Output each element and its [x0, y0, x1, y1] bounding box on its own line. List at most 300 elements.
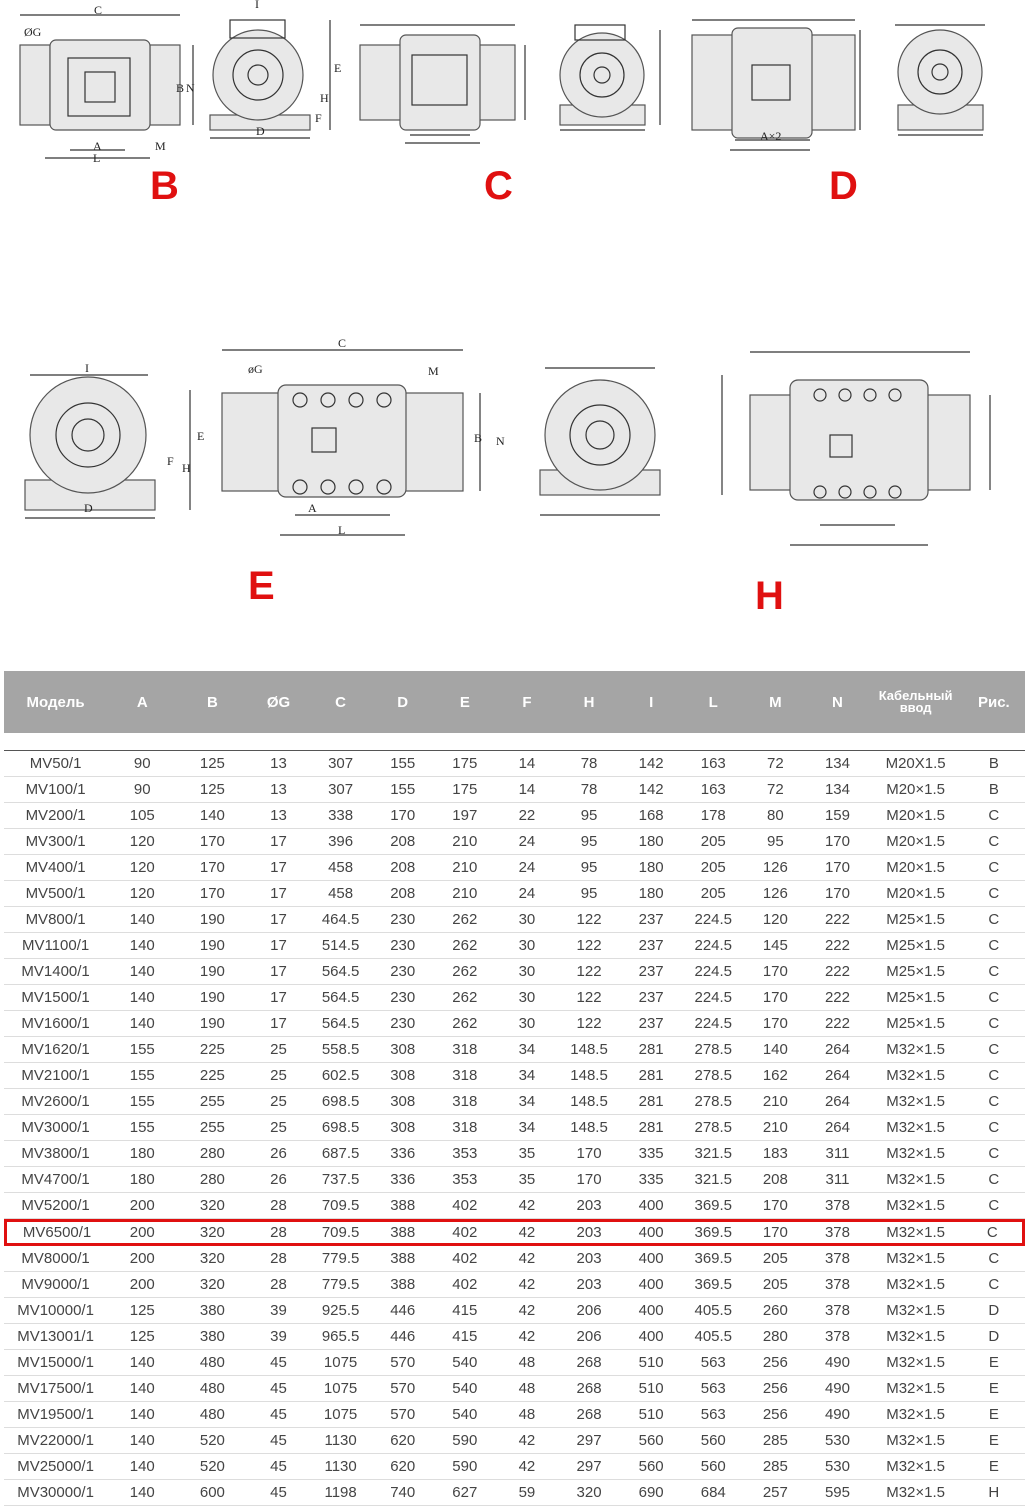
table-cell: 180 [620, 881, 682, 907]
table-row [4, 1037, 1025, 1063]
table-cell: 262 [434, 907, 496, 933]
table-cell: M25×1.5 [869, 985, 963, 1011]
table-cell: 237 [620, 959, 682, 985]
table-cell: 203 [558, 1272, 620, 1298]
table-cell: 42 [496, 1324, 558, 1350]
table-cell: 122 [558, 985, 620, 1011]
table-cell: 230 [372, 959, 434, 985]
table-cell: C [963, 1063, 1025, 1089]
table-cell: MV50/1 [4, 751, 107, 777]
table-cell: 13 [247, 751, 309, 777]
dim-n-e: N [496, 434, 505, 448]
table-cell: MV200/1 [4, 803, 107, 829]
table-cell: 90 [107, 751, 177, 777]
table-cell: C [963, 1167, 1025, 1193]
table-cell: 148.5 [558, 1063, 620, 1089]
table-row [4, 1089, 1025, 1115]
table-cell: 520 [177, 1454, 247, 1480]
table-cell: 25 [247, 1037, 309, 1063]
table-cell: 570 [372, 1376, 434, 1402]
table-cell: 140 [107, 907, 177, 933]
table-cell: 140 [177, 803, 247, 829]
table-cell: 183 [744, 1141, 806, 1167]
table-cell: 208 [372, 855, 434, 881]
table-cell: 45 [247, 1350, 309, 1376]
table-cell: M32×1.5 [869, 1063, 963, 1089]
table-cell: M32×1.5 [869, 1115, 963, 1141]
table-cell: 120 [107, 881, 177, 907]
table-cell: 203 [558, 1193, 620, 1219]
table-cell: 369.5 [682, 1193, 744, 1219]
table-cell: 210 [434, 829, 496, 855]
table-cell: MV2600/1 [4, 1089, 107, 1115]
table-cell: 280 [177, 1141, 247, 1167]
table-cell: 446 [372, 1324, 434, 1350]
table-cell: 320 [177, 1246, 247, 1272]
table-cell: 17 [247, 855, 309, 881]
table-row [4, 907, 1025, 933]
column-header: N [806, 671, 868, 733]
table-cell: 237 [620, 907, 682, 933]
table-cell: MV17500/1 [4, 1376, 107, 1402]
table-cell: 95 [558, 803, 620, 829]
table-cell: 170 [806, 855, 868, 881]
table-cell: M32×1.5 [869, 1193, 963, 1219]
table-cell: C [963, 1115, 1025, 1141]
table-cell: 210 [434, 881, 496, 907]
table-cell: M20×1.5 [869, 829, 963, 855]
table-spacer [4, 733, 1025, 751]
table-cell: 965.5 [310, 1324, 372, 1350]
table-cell: 321.5 [682, 1167, 744, 1193]
table-row [4, 1376, 1025, 1402]
table-cell: 230 [372, 1011, 434, 1037]
table-cell: 590 [434, 1428, 496, 1454]
table-cell: 72 [744, 751, 806, 777]
table-cell: 200 [107, 1193, 177, 1219]
column-header: C [310, 671, 372, 733]
table-cell: 257 [744, 1480, 806, 1506]
table-row [4, 1428, 1025, 1454]
table-cell: 698.5 [310, 1089, 372, 1115]
table-row [4, 777, 1025, 803]
dim-ax2: A×2 [760, 129, 782, 143]
table-cell: 402 [434, 1272, 496, 1298]
table-cell: 400 [620, 1324, 682, 1350]
table-cell: 122 [558, 1011, 620, 1037]
figure-c-side-view [560, 25, 660, 130]
table-cell: 120 [107, 829, 177, 855]
table-cell: 684 [682, 1480, 744, 1506]
table-cell: 321.5 [682, 1141, 744, 1167]
table-cell: MV2100/1 [4, 1063, 107, 1089]
table-cell: 237 [620, 933, 682, 959]
table-cell: 222 [806, 959, 868, 985]
table-cell: M32×1.5 [869, 1272, 963, 1298]
table-cell: 148.5 [558, 1115, 620, 1141]
table-cell: 336 [372, 1141, 434, 1167]
table-cell: 222 [806, 933, 868, 959]
table-cell: 338 [310, 803, 372, 829]
table-cell: E [963, 1428, 1025, 1454]
table-cell: 24 [496, 881, 558, 907]
table-cell: 281 [620, 1063, 682, 1089]
table-cell: 210 [744, 1089, 806, 1115]
table-cell: 45 [247, 1402, 309, 1428]
table-cell: M32×1.5 [869, 1089, 963, 1115]
dim-m: M [155, 139, 166, 153]
table-cell: 285 [744, 1428, 806, 1454]
table-cell: 563 [682, 1350, 744, 1376]
table-cell: 602.5 [310, 1063, 372, 1089]
table-cell: M25×1.5 [869, 907, 963, 933]
table-cell: 297 [558, 1428, 620, 1454]
column-header: B [177, 671, 247, 733]
table-cell: 709.5 [310, 1219, 372, 1246]
table-cell: M32×1.5 [869, 1219, 963, 1246]
table-cell: 564.5 [310, 985, 372, 1011]
table-cell: 740 [372, 1480, 434, 1506]
table-cell: MV1620/1 [4, 1037, 107, 1063]
table-cell: 378 [806, 1298, 868, 1324]
table-cell: 190 [177, 933, 247, 959]
table-cell: 415 [434, 1298, 496, 1324]
table-cell: MV400/1 [4, 855, 107, 881]
table-cell: 205 [682, 829, 744, 855]
table-cell: 140 [107, 1480, 177, 1506]
table-cell: 142 [620, 777, 682, 803]
table-row [4, 751, 1025, 777]
table-cell: 336 [372, 1167, 434, 1193]
table-cell: 17 [247, 1011, 309, 1037]
table-cell: 13 [247, 777, 309, 803]
table-cell: 320 [558, 1480, 620, 1506]
table-cell: 278.5 [682, 1063, 744, 1089]
dim-f: F [315, 111, 322, 125]
dim-n: N [186, 81, 195, 95]
table-cell: 262 [434, 985, 496, 1011]
figure-label-e: E [248, 564, 275, 608]
table-cell: 256 [744, 1350, 806, 1376]
table-cell: 378 [806, 1219, 868, 1246]
table-cell: MV1100/1 [4, 933, 107, 959]
column-header: ØG [247, 671, 309, 733]
table-cell: 13 [247, 803, 309, 829]
table-cell: 155 [372, 751, 434, 777]
table-cell: 208 [372, 881, 434, 907]
table-cell: 190 [177, 1011, 247, 1037]
table-cell: 402 [434, 1219, 496, 1246]
table-row [4, 881, 1025, 907]
table-cell: 155 [107, 1037, 177, 1063]
table-cell: 148.5 [558, 1037, 620, 1063]
table-cell: 388 [372, 1272, 434, 1298]
table-cell: 230 [372, 933, 434, 959]
table-cell: MV8000/1 [4, 1246, 107, 1272]
table-cell: 510 [620, 1350, 682, 1376]
table-cell: M32×1.5 [869, 1454, 963, 1480]
table-cell: E [963, 1454, 1025, 1480]
table-row [4, 803, 1025, 829]
table-cell: 140 [107, 1376, 177, 1402]
table-cell: 170 [177, 881, 247, 907]
table-cell: 698.5 [310, 1115, 372, 1141]
table-cell: E [963, 1376, 1025, 1402]
table-cell: 388 [372, 1193, 434, 1219]
dim-a: A [93, 139, 102, 153]
table-cell: 145 [744, 933, 806, 959]
table-cell: 262 [434, 1011, 496, 1037]
table-cell: MV30000/1 [4, 1480, 107, 1506]
table-cell: 125 [177, 777, 247, 803]
table-cell: 200 [107, 1246, 177, 1272]
table-cell: 520 [177, 1428, 247, 1454]
table-cell: 320 [177, 1272, 247, 1298]
table-cell: MV1400/1 [4, 959, 107, 985]
table-cell: 230 [372, 985, 434, 1011]
table-cell: 570 [372, 1402, 434, 1428]
table-cell: MV25000/1 [4, 1454, 107, 1480]
table-cell: 205 [744, 1272, 806, 1298]
table-cell: 95 [558, 881, 620, 907]
table-row [4, 1011, 1025, 1037]
table-cell: 627 [434, 1480, 496, 1506]
table-cell: 530 [806, 1454, 868, 1480]
table-cell: 779.5 [310, 1272, 372, 1298]
table-cell: M32×1.5 [869, 1376, 963, 1402]
table-cell: 255 [177, 1115, 247, 1141]
table-cell: 122 [558, 933, 620, 959]
table-cell: 620 [372, 1428, 434, 1454]
table-cell: 1130 [310, 1454, 372, 1480]
table-cell: 170 [744, 1193, 806, 1219]
table-cell: 180 [620, 855, 682, 881]
table-row [4, 1246, 1025, 1272]
table-cell: MV6500/1 [4, 1219, 107, 1246]
table-cell: 170 [372, 803, 434, 829]
table-cell: 388 [372, 1246, 434, 1272]
table-cell: 280 [177, 1167, 247, 1193]
table-cell: 197 [434, 803, 496, 829]
table-cell: 268 [558, 1350, 620, 1376]
table-cell: 17 [247, 933, 309, 959]
dim-i: I [255, 0, 259, 11]
table-cell: 480 [177, 1350, 247, 1376]
table-cell: 170 [806, 829, 868, 855]
table-cell: 308 [372, 1037, 434, 1063]
table-cell: 237 [620, 985, 682, 1011]
table-cell: 378 [806, 1193, 868, 1219]
dim-d-e: D [84, 501, 93, 515]
table-cell: 80 [744, 803, 806, 829]
table-cell: 48 [496, 1376, 558, 1402]
table-cell: C [963, 1037, 1025, 1063]
table-cell: 510 [620, 1402, 682, 1428]
table-cell: 170 [744, 1011, 806, 1037]
table-cell: 490 [806, 1402, 868, 1428]
table-row [4, 1115, 1025, 1141]
table-cell: C [963, 1193, 1025, 1219]
table-cell: 72 [744, 777, 806, 803]
table-cell: 170 [806, 881, 868, 907]
column-header: Модель [4, 671, 107, 733]
table-cell: 28 [247, 1193, 309, 1219]
table-cell: 285 [744, 1454, 806, 1480]
table-cell: 155 [107, 1063, 177, 1089]
table-cell: 335 [620, 1167, 682, 1193]
table-cell: B [963, 751, 1025, 777]
table-cell: MV22000/1 [4, 1428, 107, 1454]
table-cell: 308 [372, 1089, 434, 1115]
table-cell: 369.5 [682, 1272, 744, 1298]
table-cell: 530 [806, 1428, 868, 1454]
table-cell: 709.5 [310, 1193, 372, 1219]
table-cell: 155 [107, 1115, 177, 1141]
table-cell: 170 [558, 1141, 620, 1167]
table-cell: 281 [620, 1037, 682, 1063]
table-cell: 170 [744, 1219, 806, 1246]
table-cell: 200 [107, 1219, 177, 1246]
table-cell: MV1600/1 [4, 1011, 107, 1037]
table-cell: 224.5 [682, 985, 744, 1011]
dimension-drawings [0, 0, 1034, 670]
table-cell: C [963, 959, 1025, 985]
table-cell: 230 [372, 907, 434, 933]
table-cell: C [963, 1246, 1025, 1272]
table-cell: 369.5 [682, 1246, 744, 1272]
table-cell: 42 [496, 1219, 558, 1246]
table-cell: 190 [177, 985, 247, 1011]
table-cell: M25×1.5 [869, 1011, 963, 1037]
table-cell: 59 [496, 1480, 558, 1506]
table-cell: 39 [247, 1298, 309, 1324]
table-cell: 205 [682, 881, 744, 907]
table-cell: 168 [620, 803, 682, 829]
table-cell: 140 [107, 959, 177, 985]
table-cell: 458 [310, 855, 372, 881]
table-row-highlighted [4, 1219, 1025, 1246]
table-cell: 320 [177, 1219, 247, 1246]
table-cell: 170 [744, 985, 806, 1011]
dim-h: H [320, 91, 329, 105]
table-cell: 140 [744, 1037, 806, 1063]
figure-c-top-view [360, 25, 525, 143]
table-row [4, 1193, 1025, 1219]
table-cell: 402 [434, 1246, 496, 1272]
table-cell: 690 [620, 1480, 682, 1506]
table-cell: 140 [107, 1428, 177, 1454]
table-cell: 1198 [310, 1480, 372, 1506]
table-cell: 17 [247, 959, 309, 985]
table-cell: 34 [496, 1063, 558, 1089]
table-cell: 14 [496, 751, 558, 777]
table-cell: M25×1.5 [869, 933, 963, 959]
table-cell: 369.5 [682, 1219, 744, 1246]
table-cell: 335 [620, 1141, 682, 1167]
table-cell: 540 [434, 1376, 496, 1402]
table-cell: M32×1.5 [869, 1141, 963, 1167]
table-cell: 140 [107, 1402, 177, 1428]
table-cell: 514.5 [310, 933, 372, 959]
table-cell: 278.5 [682, 1115, 744, 1141]
column-header: E [434, 671, 496, 733]
dim-d: D [256, 124, 265, 138]
table-cell: 95 [558, 829, 620, 855]
table-cell: 268 [558, 1402, 620, 1428]
table-cell: 203 [558, 1219, 620, 1246]
table-cell: 570 [372, 1350, 434, 1376]
dim-m-e: M [428, 364, 439, 378]
table-cell: MV19500/1 [4, 1402, 107, 1428]
dim-og-e: øG [248, 362, 263, 376]
table-cell: M32×1.5 [869, 1037, 963, 1063]
table-cell: M20×1.5 [869, 881, 963, 907]
table-cell: 222 [806, 1011, 868, 1037]
column-header: Рис. [963, 671, 1025, 733]
table-cell: 560 [682, 1428, 744, 1454]
table-cell: MV100/1 [4, 777, 107, 803]
table-cell: 95 [744, 829, 806, 855]
table-cell: 255 [177, 1089, 247, 1115]
table-cell: 1130 [310, 1428, 372, 1454]
table-cell: 45 [247, 1376, 309, 1402]
table-cell: 125 [107, 1324, 177, 1350]
table-cell: 311 [806, 1141, 868, 1167]
table-cell: 225 [177, 1037, 247, 1063]
table-cell: 510 [620, 1376, 682, 1402]
table-cell: 48 [496, 1402, 558, 1428]
figure-e-side-view [25, 375, 190, 518]
table-cell: 126 [744, 881, 806, 907]
table-cell: 125 [107, 1298, 177, 1324]
table-cell: 210 [744, 1115, 806, 1141]
table-cell: 620 [372, 1454, 434, 1480]
table-cell: MV500/1 [4, 881, 107, 907]
table-cell: 318 [434, 1037, 496, 1063]
figure-e-top-view [222, 350, 483, 535]
figure-d-side-view [895, 25, 985, 135]
table-cell: 34 [496, 1037, 558, 1063]
table-cell: 190 [177, 907, 247, 933]
table-cell: 222 [806, 907, 868, 933]
table-row [4, 1167, 1025, 1193]
dim-f-e: F [167, 454, 174, 468]
table-cell: 237 [620, 1011, 682, 1037]
table-cell: 256 [744, 1402, 806, 1428]
table-cell: 175 [434, 777, 496, 803]
table-cell: 175 [434, 751, 496, 777]
table-cell: 203 [558, 1246, 620, 1272]
table-cell: 262 [434, 933, 496, 959]
table-cell: 180 [107, 1141, 177, 1167]
table-cell: 180 [107, 1167, 177, 1193]
table-cell: 353 [434, 1167, 496, 1193]
table-cell: 42 [496, 1298, 558, 1324]
table-cell: 400 [620, 1246, 682, 1272]
table-cell: 307 [310, 751, 372, 777]
table-cell: 122 [558, 959, 620, 985]
table-cell: M32×1.5 [869, 1298, 963, 1324]
column-header: L [682, 671, 744, 733]
table-cell: 600 [177, 1480, 247, 1506]
table-cell: 405.5 [682, 1324, 744, 1350]
column-header: I [620, 671, 682, 733]
table-cell: C [963, 829, 1025, 855]
dim-i-e: I [85, 361, 89, 375]
table-cell: 560 [620, 1428, 682, 1454]
dim-c-e: C [338, 336, 347, 350]
table-cell: 205 [682, 855, 744, 881]
